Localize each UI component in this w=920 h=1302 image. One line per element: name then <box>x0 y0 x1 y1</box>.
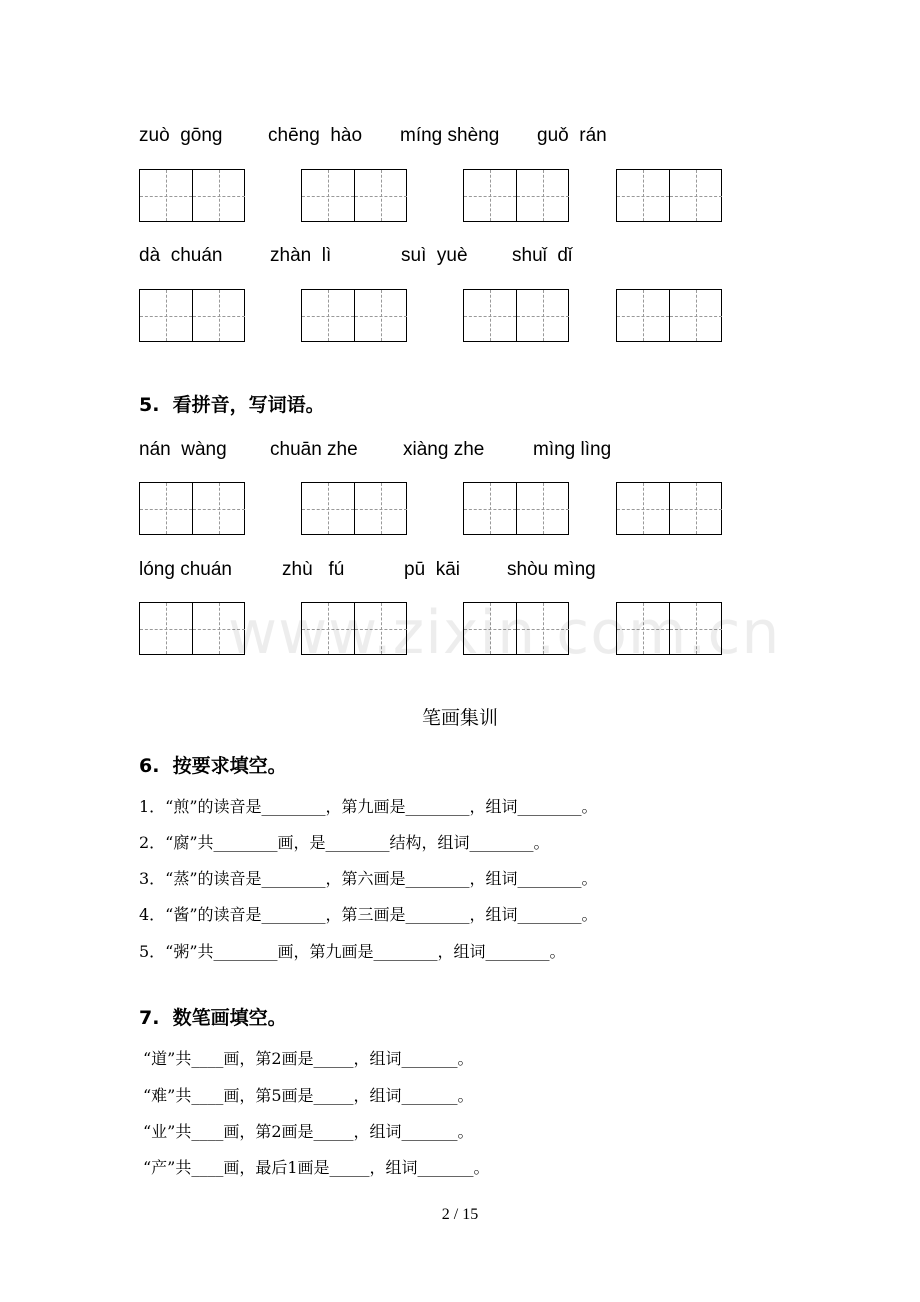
tianzige-box[interactable] <box>463 482 569 535</box>
tianzige-row-1 <box>139 169 739 223</box>
pinyin-word: zhàn lì <box>270 245 332 266</box>
section-5-heading: 5. 看拼音，写词语。 <box>139 394 325 416</box>
tianzige-box[interactable] <box>616 289 722 342</box>
pinyin-word: zuò gōng <box>139 125 223 146</box>
question-line: “道”共____画，第2画是_____，组词_______。 <box>143 1049 474 1068</box>
question-line: “业”共____画，第2画是_____，组词_______。 <box>143 1122 474 1141</box>
pinyin-row-2 <box>139 245 779 273</box>
tianzige-row-3 <box>139 482 739 536</box>
tianzige-box[interactable] <box>463 289 569 342</box>
tianzige-box[interactable] <box>139 169 245 222</box>
section-7-heading: 7. 数笔画填空。 <box>139 1007 287 1029</box>
tianzige-box[interactable] <box>616 169 722 222</box>
watermark: www.zixin.com.cn <box>228 598 781 668</box>
tianzige-box[interactable] <box>463 169 569 222</box>
pinyin-word: lóng chuán <box>139 559 232 580</box>
tianzige-box[interactable] <box>139 482 245 535</box>
tianzige-box[interactable] <box>616 482 722 535</box>
pinyin-word: shòu mìng <box>507 559 596 580</box>
pinyin-word: xiàng zhe <box>403 439 485 460</box>
question-line: 2．“腐”共________画，是________结构，组词________。 <box>139 833 550 852</box>
pinyin-word: shuǐ dǐ <box>512 245 573 266</box>
tianzige-box[interactable] <box>301 482 407 535</box>
pinyin-word: mìng lìng <box>533 439 612 460</box>
question-line: 5．“粥”共________画，第九画是________，组词________。 <box>139 942 566 961</box>
pinyin-word: suì yuè <box>401 245 468 266</box>
pinyin-word: dà chuán <box>139 245 223 266</box>
tianzige-box[interactable] <box>139 289 245 342</box>
tianzige-row-2 <box>139 289 739 343</box>
pinyin-row-1 <box>139 125 779 153</box>
pinyin-row-3 <box>139 439 779 467</box>
question-line: 4．“酱”的读音是________，第三画是________，组词________。 <box>139 905 598 924</box>
page-number: 2 / 15 <box>441 1206 479 1223</box>
question-line: 3．“蒸”的读音是________，第六画是________，组词________。 <box>139 869 598 888</box>
question-line: “产”共____画，最后1画是_____，组词_______。 <box>143 1158 490 1177</box>
pinyin-word: zhù fú <box>282 559 345 580</box>
pinyin-row-4 <box>139 559 779 587</box>
tianzige-box[interactable] <box>301 289 407 342</box>
pinyin-word: pū kāi <box>404 559 460 580</box>
question-line: 1．“煎”的读音是________，第九画是________，组词________。 <box>139 797 598 816</box>
question-line: “难”共____画，第5画是_____，组词_______。 <box>143 1086 474 1105</box>
pinyin-word: chuān zhe <box>270 439 358 460</box>
pinyin-word: nán wàng <box>139 439 227 460</box>
pinyin-word: guǒ rán <box>537 125 607 146</box>
tianzige-box[interactable] <box>301 169 407 222</box>
pinyin-word: míng shèng <box>400 125 500 146</box>
pinyin-word: chēng hào <box>268 125 363 146</box>
section-6-heading: 6. 按要求填空。 <box>139 755 287 777</box>
section-title: 笔画集训 <box>421 707 498 729</box>
